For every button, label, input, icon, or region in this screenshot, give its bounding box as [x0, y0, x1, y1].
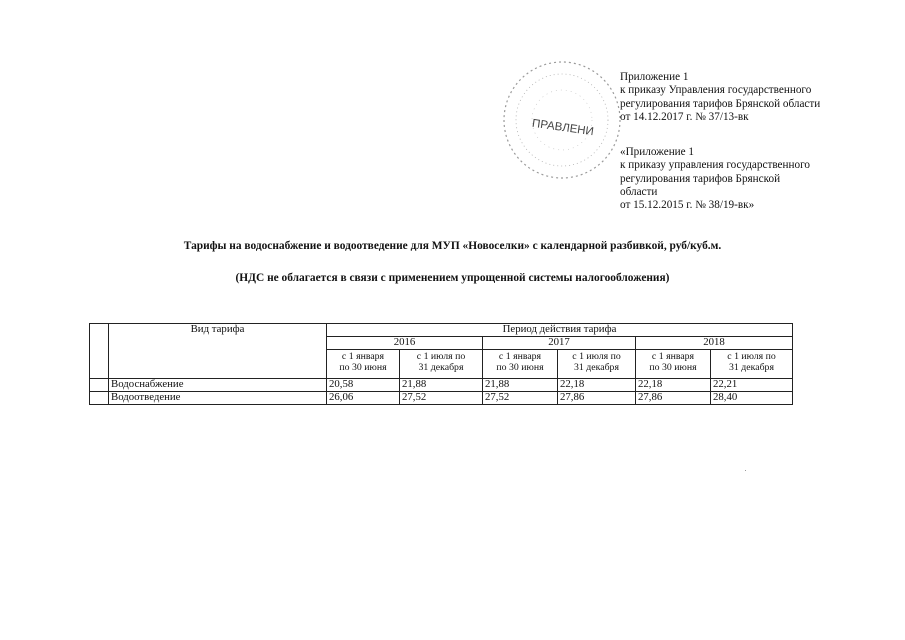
tariff-value: 21,88 [400, 379, 483, 392]
seal-stamp [497, 55, 627, 185]
tariff-value: 27,86 [636, 392, 711, 405]
tariff-value: 22,21 [711, 379, 793, 392]
appendix-line: Приложение 1 [620, 71, 689, 83]
tariff-value: 28,40 [711, 392, 793, 405]
tariff-value: 20,58 [327, 379, 400, 392]
document-title: Тарифы на водоснабжение и водоотведение для МУП «Новоселки» с календарной разбивкой, руб/куб.м. [183, 240, 722, 252]
row-index-cell [90, 379, 109, 392]
header-half-period: с 1 января по 30 июня [483, 350, 558, 379]
header-half-period: с 1 июля по 31 декабря [558, 350, 636, 379]
tariff-value: 27,52 [483, 392, 558, 405]
row-index-cell [90, 392, 109, 405]
tariff-value: 21,88 [483, 379, 558, 392]
tariff-value: 27,52 [400, 392, 483, 405]
header-half-period: с 1 января по 30 июня [636, 350, 711, 379]
appendix-line: области [620, 185, 658, 198]
stamp-text: ПРАВЛЕНИ [531, 117, 595, 139]
header-half-period: с 1 июля по 31 декабря [711, 350, 793, 379]
appendix-line: к приказу Управления государственного [620, 84, 812, 97]
row-name: Водоотведение [109, 392, 327, 405]
appendix-line: к приказу управления государственного [620, 159, 810, 172]
tariff-value: 26,06 [327, 392, 400, 405]
appendix-line: регулирования тарифов Брянской области [620, 97, 821, 110]
appendix-current [620, 71, 820, 124]
header-tariff-type: Вид тарифа [109, 324, 327, 379]
tariff-value: 22,18 [558, 379, 636, 392]
appendix-previous [620, 146, 810, 212]
tariff-table [89, 323, 793, 405]
header-year: 2016 [327, 337, 483, 350]
header-half-period: с 1 июля по 31 декабря [400, 350, 483, 379]
document-subtitle: (НДС не облагается в связи с применением упрощенной системы налогообложения) [235, 272, 670, 284]
header-year: 2017 [483, 337, 636, 350]
table-row [90, 392, 793, 405]
scan-speck [745, 470, 746, 471]
table-corner-cell [90, 324, 109, 379]
tariff-value: 27,86 [558, 392, 636, 405]
appendix-line: от 14.12.2017 г. № 37/13-вк [620, 110, 749, 123]
appendix-line: регулирования тарифов Брянской [620, 172, 781, 185]
appendix-line: «Приложение 1 [620, 146, 695, 158]
header-period: Период действия тарифа [327, 324, 793, 337]
table-row [90, 379, 793, 392]
tariff-value: 22,18 [636, 379, 711, 392]
header-year: 2018 [636, 337, 793, 350]
row-name: Водоснабжение [109, 379, 327, 392]
header-half-period: с 1 января по 30 июня [327, 350, 400, 379]
appendix-line: от 15.12.2015 г. № 38/19-вк» [620, 199, 755, 212]
